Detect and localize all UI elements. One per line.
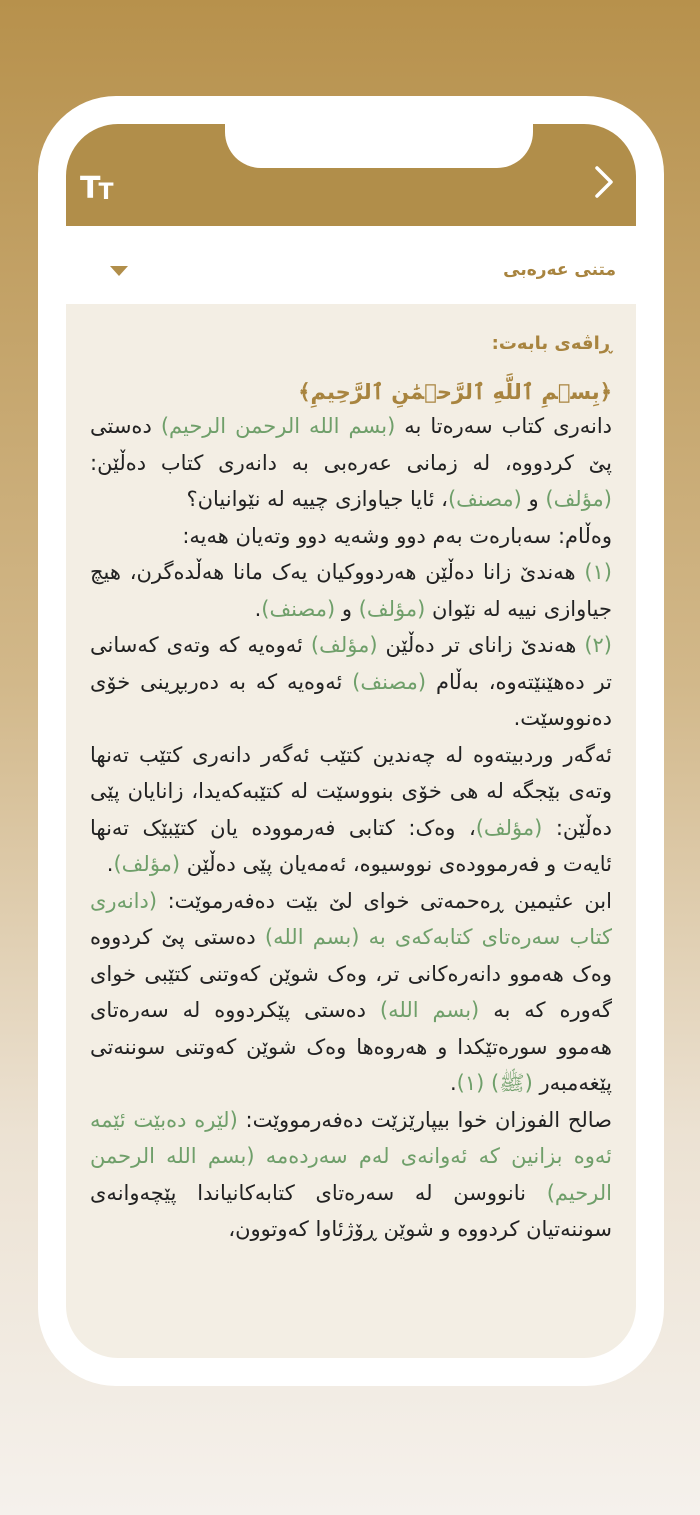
paragraph-7: صالح الفوزان خوا بیپارێزێت دەفەرمووێت: (لێرە دەبێت ئێمە ئەوە بزانین کە ئەوانەی لەم سەردەمە (بسم الله الرحمن الرحيم) نانووسن لە سەرەتای کتابەکانیاندا پێچەوانەی سوننەتیان کردووە و شوێن ڕۆژئاوا کەوتوون، — [90, 1107, 612, 1241]
paragraph-2: وەڵام: سەبارەت بەم دوو وشەیە دوو وتەیان هەیە: — [182, 523, 612, 548]
caret-down-icon[interactable] — [110, 266, 128, 276]
section-title: ڕاڤەی بابەت: — [491, 333, 612, 354]
selector-label: متنی عەرەبی — [503, 260, 616, 280]
text-type-selector[interactable] — [66, 226, 636, 304]
text-size-icon[interactable]: T T — [80, 171, 114, 206]
chevron-right-icon[interactable] — [588, 164, 618, 200]
paragraph-3: (١) هەندێ زانا دەڵێن هەردووکیان یەک مانا هەڵدەگرن، هیچ جیاوازی نییە لە نێوان (مؤلف) و (مصنف). — [90, 560, 612, 621]
notch — [225, 124, 533, 168]
paragraph-6: ابن عثيمين ڕەحمەتی خوای لێ بێت دەفەرموێت: (دانەری کتاب سەرەتای کتابەکەی بە (بسم الله) دەستی پێ کردووە وەک هەموو دانەرەکانی تر، وەک شوێن کەوتنی کتێبی خوای گەورە کە بە (بسم الله) دەستی پێکردووە لە سەرەتای هەموو سورەتێکدا و هەروەها وەک شوێن کەوتنی سوننەتی پێغەمبەر (ﷺ) (١). — [90, 888, 613, 1095]
paragraph-1: دانەری کتاب سەرەتا بە (بسم الله الرحمن الرحيم) دەستی پێ کردووە، لە زمانی عەرەبی بە دانەری کتاب دەڵێن: (مؤلف) و (مصنف)، ئایا جیاوازی چییە لە نێوانیان؟ — [90, 414, 613, 511]
phone-frame — [38, 96, 664, 1386]
paragraph-4: (٢) هەندێ زانای تر دەڵێن (مؤلف) ئەوەیە کە وتەی کەسانی تر دەهێنێتەوە، بەڵام (مصنف) ئەوەیە کە بە دەربڕینی خۆی دەنووسێت. — [90, 633, 612, 730]
article-content[interactable] — [66, 304, 636, 1358]
paragraph-5: ئەگەر وردبیتەوە لە چەندین کتێب ئەگەر دانەری کتێب تەنها وتەی بێجگە لە هی خۆی بنووسێت لە کتێبەکەیدا، زانایان پێی دەڵێن: (مؤلف)، وەک: کتابی فەرموودە یان کتێبێک تەنها ئایەت و فەرموودەی نووسیوە، ئەمەیان پێی دەڵێن (مؤلف). — [90, 742, 612, 876]
app-screen — [66, 124, 636, 1358]
basmala-verse: ﴿بِسۡمِ ٱللَّهِ ٱلرَّحۡمَٰنِ ٱلرَّحِيمِ﴾ — [298, 380, 612, 404]
